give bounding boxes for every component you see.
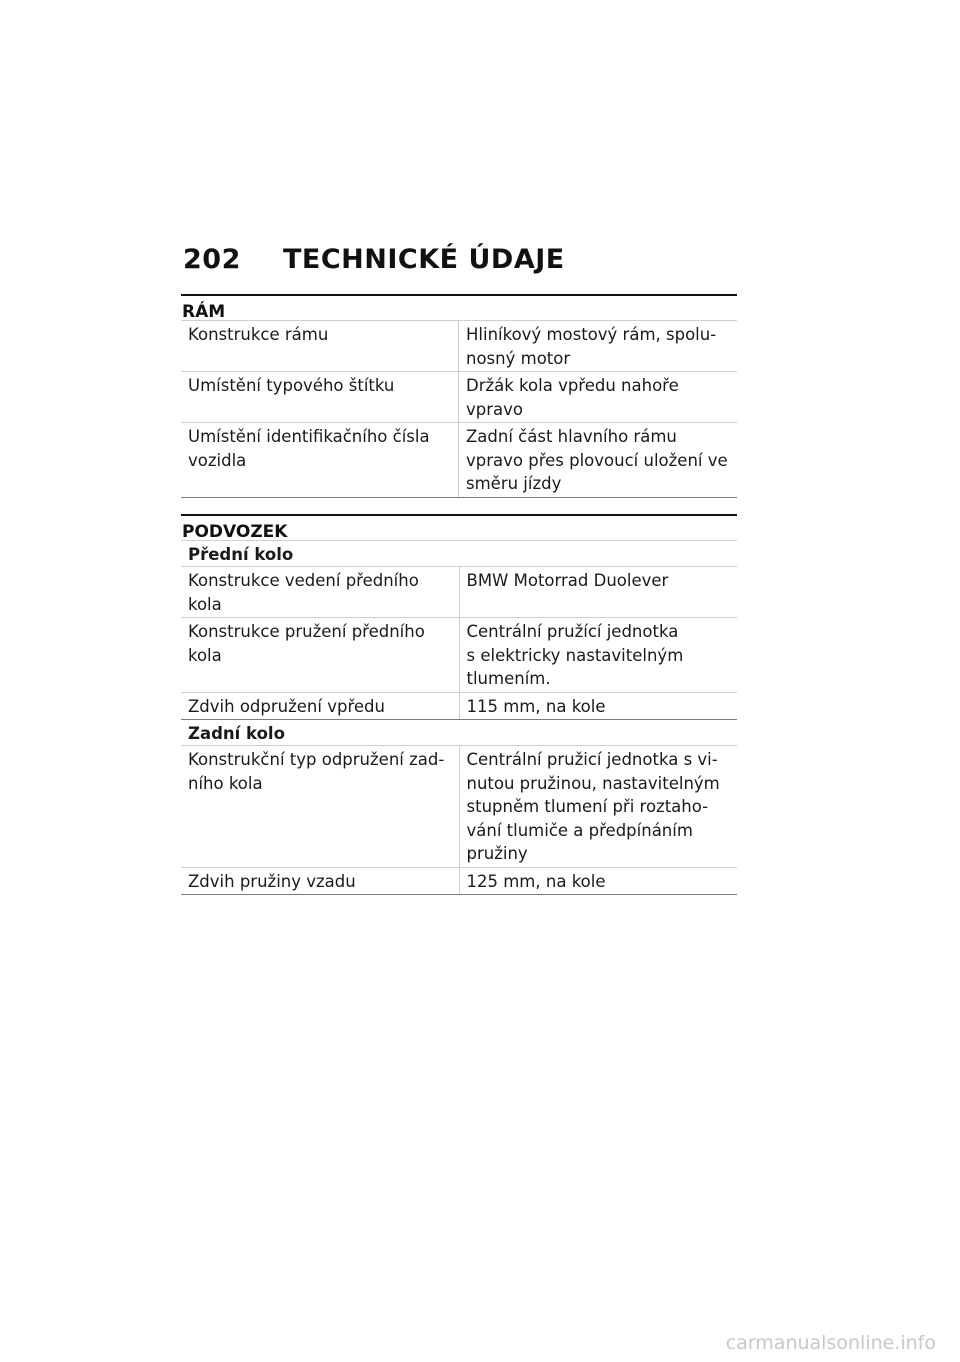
- frame-section-title: RÁM: [181, 294, 737, 321]
- table-row: [181, 618, 737, 693]
- row-label: Konstrukční typ odpružení zad- ního kola: [181, 746, 459, 868]
- table-row: [181, 321, 737, 372]
- rear-wheel-subtitle: Zadní kolo: [181, 720, 737, 746]
- row-label: Konstrukce vedení předního kola: [181, 567, 459, 618]
- chassis-section: [181, 514, 737, 895]
- page-header: [183, 244, 736, 275]
- row-value: Centrální pružicí jednotka s vi- nutou pružinou, nastavitelným stupněm tlumení při roztaho- vání tlumiče a předpínáním pružiny: [459, 746, 737, 868]
- table-row: [181, 423, 737, 498]
- row-label: Konstrukce pružení předního kola: [181, 618, 459, 693]
- table-row: [181, 746, 737, 868]
- row-value: Držák kola vpředu nahoře vpravo: [459, 372, 738, 423]
- row-value: Hliníkový mostový rám, spolu- nosný motor: [459, 321, 738, 372]
- row-value: BMW Motorrad Duolever: [459, 567, 737, 618]
- subsection-row: [181, 541, 737, 567]
- table-row: [181, 692, 737, 720]
- row-label: Umístění typového štítku: [181, 372, 459, 423]
- row-label: Zdvih odpružení vpředu: [181, 692, 459, 720]
- table-row: [181, 567, 737, 618]
- page-title: TECHNICKÉ ÚDAJE: [283, 244, 565, 275]
- frame-table: [181, 321, 737, 498]
- row-value: 125 mm, na kole: [459, 867, 737, 895]
- chassis-table: [181, 541, 737, 895]
- frame-section: [181, 294, 737, 498]
- chassis-section-title: PODVOZEK: [181, 514, 737, 541]
- row-label: Zdvih pružiny vzadu: [181, 867, 459, 895]
- row-value: 115 mm, na kole: [459, 692, 737, 720]
- page-number: 202: [183, 244, 241, 275]
- table-row: [181, 372, 737, 423]
- row-value: Zadní část hlavního rámu vpravo přes plovoucí uložení ve směru jízdy: [459, 423, 738, 498]
- watermark: carmanualsonline.info: [725, 1332, 936, 1354]
- front-wheel-subtitle: Přední kolo: [181, 541, 737, 567]
- table-row: [181, 867, 737, 895]
- row-label: Konstrukce rámu: [181, 321, 459, 372]
- row-value: Centrální pružící jednotka s elektricky nastavitelným tlumením.: [459, 618, 737, 693]
- subsection-row: [181, 720, 737, 746]
- row-label: Umístění identifikačního čísla vozidla: [181, 423, 459, 498]
